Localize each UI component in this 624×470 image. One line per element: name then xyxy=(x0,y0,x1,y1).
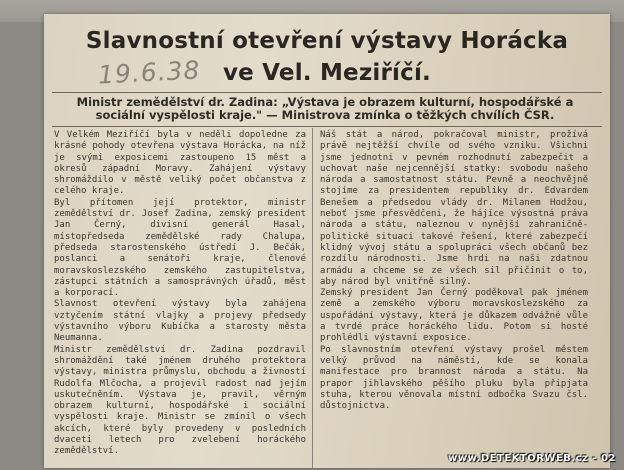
headline-line-1: Slavnostní otevření výstavy Horácka xyxy=(85,28,569,54)
subheadline: Ministr zemědělství dr. Zadina: „Výstava je obrazem kulturní, hospodářské a sociální vyspělosti kraje." — Ministrova zmínka o těžkých chvílích ČSR. xyxy=(76,95,574,122)
column-right xyxy=(320,130,588,412)
handwritten-date: 19.6.38 xyxy=(97,55,202,90)
paragraph: Po slavnostním otevření výstavy prošel městem velký průvod na náměstí, kde se konala manifestace pro brannost národa a státu. Na prapor jihlavského pěšího pluku byla připjata stuha, kterou věnovala místní odbočka Svazu čsl. důstojnictva. xyxy=(320,344,588,412)
column-left xyxy=(54,130,306,458)
newspaper-clipping xyxy=(44,14,610,468)
paragraph: V Velkém Meziříčí byla v neděli dopoledne za krásné pohody otevřena výstava Horácka, na níž je svými exposicemi zastoupeno 15 měst a okresů západní Moravy. Zahájení výstavy shromáždilo v městě veliký počet občanstva z celého kraje. xyxy=(54,130,306,197)
paragraph: Ministr zemědělství dr. Zadina pozdravil shromáždění také jménem druhého protektora výstavy, ministra průmyslu, obchodu a živností Rudolfa Mlčocha, a projevil radost nad jejím uskutečněním. Výstava je, pravil, věrným obrazem kulturní, hospodářské i sociální vyspělosti kraje. Ministr se zmínil o všech akcích, které byly provedeny v posledních dvaceti letech pro zvelebení horáckého zemědělství. xyxy=(54,344,306,457)
divider-top xyxy=(52,92,602,93)
headline-line-2: ve Vel. Meziříčí. xyxy=(222,60,431,86)
paragraph: Zemský president Jan Černý poděkoval pak jménem země a zemského výboru moravskoslezského za uspořádání výstavy, která je důkazem odvážné vůle a tvrdé práce horáckého lidu. Potom si hosté prohlédli výstavní exposice. xyxy=(320,288,588,344)
paragraph: Slavnost otevření výstavy byla zahájena vztyčením státní vlajky a projevy předsedy výstavního výboru Kubíčka a starosty města Neumanna. xyxy=(54,299,306,344)
divider-bottom xyxy=(52,126,602,127)
watermark: www.DETEKTORWEB.cz - 02 xyxy=(448,453,616,464)
paragraph: Náš stát a národ, pokračoval ministr, prožívá právě nejtěžší chvíle od svého vzniku. Všichni jsme jednotni v pevném rozhodnutí zabezpečit a uchovat naše nejcennější statky: svobodu našeho národa a samostatnost státu. Pevně a neochvějně stojíme za presidentem republiky dr. Edvardem Benešem a předsedou vlády dr. Milanem Hodžou, neboť jsme přesvědčeni, že hájíce výsostná práva národa a státu, naleznou v nynější zahraničně-politické situaci takové řešení, které zabezpečí klidný vývoj státu a spolupráci všech občanů bez rozdílu národnosti. Jsme hrdi na naši zdatnou armádu a chceme se ze všech sil přičinit o to, aby národ byl vnitřně silný. xyxy=(320,130,588,287)
column-divider xyxy=(312,128,313,470)
paragraph: Byl přítomen její protektor, ministr zemědělství dr. Josef Zadina, zemský president Jan Černý, divisní generál Hasal, místopředseda zemědělské rady Chalupa, předseda starostenského ústředí J. Bečák, poslanci a senátoři kraje, členové moravskoslezského zemského zastupitelstva, zástupci státních a samosprávných úřadů, měst a korporací. xyxy=(54,197,306,299)
